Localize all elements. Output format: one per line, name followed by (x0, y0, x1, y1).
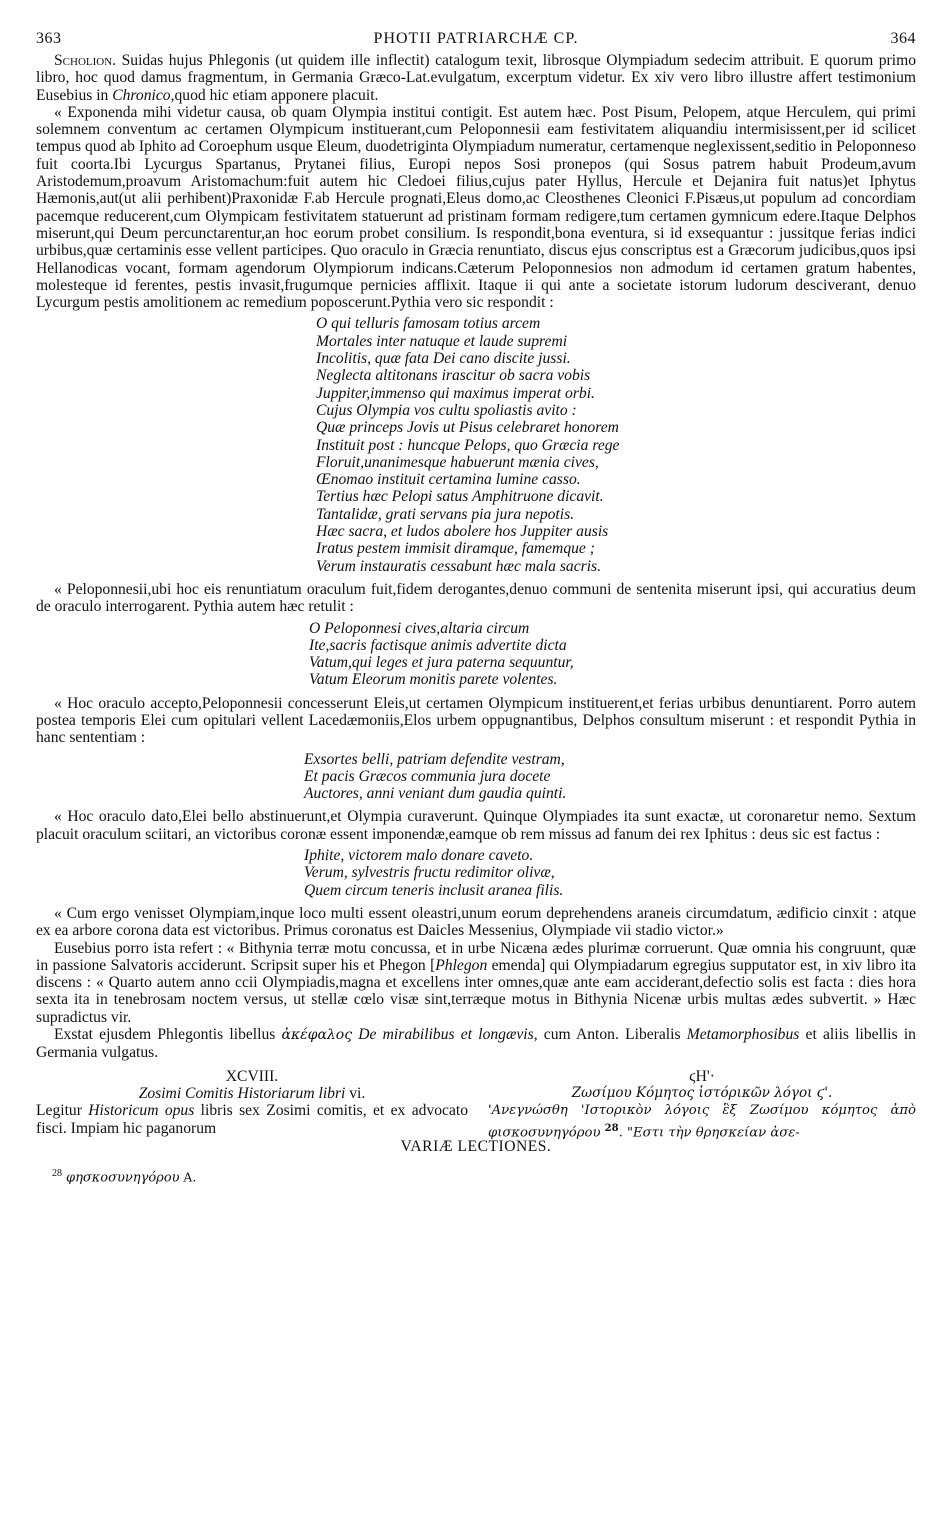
section-title-greek: Ζωσίμου Κόμητος ἱστόρικῶν λόγοι ϛ'. (571, 1084, 833, 1101)
verse-line: Hæc sacra, et ludos abolere hos Juppiter ausis (316, 523, 609, 541)
page-number-right: 364 (890, 30, 916, 47)
footnote (52, 1168, 916, 1186)
metamorphosibus-italic: Metamorphosibus (686, 1026, 800, 1044)
page-number-left: 363 (36, 30, 62, 47)
exstat-text-1: Exstat ejusdem Phlegontis libellus (54, 1026, 282, 1044)
verse-line: Iphite, victorem malo donare caveto. (304, 847, 534, 865)
section-number-greek: ϛΗ'· (689, 1067, 715, 1085)
section-title-latin: Zosimi Comitis Historiarum libri vi. (138, 1084, 366, 1102)
zosimus-section (36, 1068, 916, 1152)
latin-body: Legitur Historicum opus libris sex Zosimi comitis, et ex advocato fisci. Impiam hic paganorum (36, 1102, 469, 1137)
verse-line: Ite,sacris factisque animis advertite dicta (309, 636, 567, 654)
verse-line: Instituit post : huncque Pelops, quo Græcia rege (316, 436, 620, 454)
hoc-oraculo-accepto-paragraph: « Hoc oraculo accepto,Peloponnesii concesserunt Eleis,ut certamen Olympicum instituerent,et ferias urbibus denuntiarent. Porro autem postea temporis Elei cum opitulari vellent Lacedæmoniis,Elos urbem oppugnantibus, Delphos consultum miserunt : et respondit Pythia in hanc sententiam : (36, 694, 916, 747)
phlegon-italic: Phlegon (435, 956, 488, 974)
verse-line: Quæ princeps Jovis ut Pisus celebraret honorem (316, 419, 619, 437)
hoc-oraculo-dato-paragraph: « Hoc oraculo dato,Elei bello abstinuerunt,et Olympia curaverunt. Quinque Olympiades ita sunt exactæ, ut coronaretur nemo. Sextum placuit oraculum sciitari, an victoribus coronæ essent imponendæ,eamque ob rem missus ad fanum dei rex Iphitus : deus sic est factus : (36, 808, 916, 843)
scholion-label: Scholion. (54, 52, 117, 69)
verse-line: Tantalidæ, grati servans pia jura nepotis. (316, 505, 575, 523)
oracle-verse-2 (36, 620, 916, 689)
scholion-paragraph (36, 52, 916, 104)
exstat-text-3: et aliis libellis in Germania vulgatus. (36, 1026, 916, 1062)
peloponnesii-paragraph: « Peloponnesii,ubi hoc eis renuntiatum oraculum fuit,fidem derogantes,denuo communi de sentenita miserunt ipsi, qui accuratius deum de oraculo interrogarent. Pythia autem hæc retulit : (36, 580, 916, 616)
verse-line: Incolitis, quæ fata Dei cano discite jussi. (316, 350, 571, 368)
verse-line: Quem circum teneris inclusit aranea filis. (304, 881, 564, 899)
exponenda-paragraph: « Exponenda mihi videtur causa, ob quam Olympia institui contigit. Est autem hæc. Post Pisum, Pelopem, atque Herculem, qui primi solemnem conventum ac certamen Olympicum instituerant,cum Peloponnesii eam festivitatem aliquandiu intermisissent,per id scilicet tempus quod ab Iphito ad Coroephum usque Eleum, duodetriginta Olympiadum numeratur, certamenque neglexissent,seditio in Peloponneso fuit coorta.Ibi Lycurgus Spartanus, Prytanei filius, Europi nepos Sosi pronepos (qui Sosus patrem habuit Prodeum,avum Aristodemum,proavum Aristomachum:fuit autem hic Cledoei filius,cujus pater Hyllus, Hercule et Dejanira fuit natus)et Iphytus Hæmonis,aut(ut alii perhibent)Praxonidæ F.ab Hercule prognati,Eleus domo,ac Cleosthenes Cleonici F.Pisæus,ut populum ad concordiam pacemque reducerent,cum Olympicam festivitatem statuerunt ad pristinam formam redigere,tum certamen gymnicum edere.Itaque Delphos miserunt,qui Deum percunctarentur,an hoc eorum probet consilium. Is respondit,bona eventura, si id exsequantur : jussitque ferias indici urbibus,quæ certaminis esse vellent participes. Quo oraculo in Græcia renuntiato, discus ejus conscriptus est a Græcorum judicibus,quos ipsi Hellanodicas vocant, formam agendorum Olympiorum indicans.Cæterum Peloponnesios non admodum id certamen gratum habentes, molesteque id ferentes, pestis invasit,frugumque pernicies afflixit. Itaque ii qui ante a societate istorum ludorum desciverant, denuo Lycurgum pestis amolitionem ac remedium poposcerunt.Pythia vero sic respondit : (36, 103, 916, 312)
cum-ergo-paragraph: « Cum ergo venisset Olympiam,inque loco multi essent oleastri,unum eorum deprehendens araneis circumdatum, ædificio cinxit : atque ex ea arbore corona data est victoribus. Primus coronatus est Daicles Messenius, Olympiade vii stadio victor.» (36, 904, 916, 940)
verse-line: Exsortes belli, patriam defendite vestram, (304, 750, 565, 768)
eusebius-text-1: Eusebius porro ista refert : « Bithynia terræ motu concussa, et in urbe Nicæna ædes plurimæ corruerunt. Quæ omnia his congruunt, quæ in passione Salvatoris acciderunt. Scripsit super his et Phegon [ (36, 939, 916, 974)
scholion-text-2: ,quod hic etiam apponere placuit. (170, 86, 379, 104)
verse-line: Juppiter,immenso qui maximus imperat orbi. (316, 384, 595, 402)
eusebius-paragraph (36, 940, 916, 1026)
verse-line: Iratus pestem immisit diramque, famemque ; (316, 540, 595, 558)
verse-line: Auctores, anni veniant dum gaudia quinti. (304, 785, 567, 803)
variae-lectiones-heading: VARIÆ LECTIONES. (400, 1137, 552, 1155)
exstat-paragraph (36, 1026, 916, 1062)
exstat-text-2: , cum Anton. Liberalis (533, 1026, 687, 1044)
verse-line: Cujus Olympia vos cultu spoliastis avito : (316, 401, 577, 419)
verse-line: Verum instauratis cessabunt hæc mala sacris. (316, 557, 602, 575)
scholion-text-1: Suidas hujus Phlegonis (ut quidem ille inflectit) catalogum texit, librosque Olympiadum sedecim attribuit. E quorum primo libro, hoc quod damus fragmentum, in Germania Græco-Lat.evulgatum, excerptum videtur. Ex xiv vero libro illustre affert testimonium Eusebius in (36, 52, 916, 104)
chronico-italic: Chronico (112, 86, 171, 104)
verse-line: Verum, sylvestris fructu redimitor olivæ, (304, 864, 555, 882)
verse-line: Neglecta altitonans irascitur ob sacra vobis (316, 367, 591, 385)
footnote-number: 28 (52, 1167, 62, 1179)
verse-line: O Peloponnesi cives,altaria circum (309, 619, 530, 637)
eusebius-text-2: emenda] qui Olympiadarum egregius supputator est, in xiv libro ita discens : « Quarto autem anno ccii Olympiadis,magna et excellens inter omnes,quæ ante eam acciderant,defectio solis est facta : dies hora sexta ita in tenebrosam noctem versus, ut stellæ cœlo visæ sint,terræque motus in Bithynia Nicenæ urbis multas ædes subvertit. » Hæc supradictus vir. (36, 956, 916, 1026)
verse-line: Et pacis Græcos communia jura docete (304, 767, 551, 785)
oracle-verse-4 (36, 847, 916, 899)
akephalos-greek: ἀκέφαλος (281, 1027, 353, 1044)
verse-line: Vatum,qui leges et jura paterna sequuntur, (309, 654, 574, 672)
running-title: PHOTII PATRIARCHÆ CP. (373, 30, 579, 47)
footnote-ref: 28 (604, 1122, 619, 1134)
greek-body: 'Ανεγνώσθη 'Ιστορικὸν λόγοις ἓξ Ζωσίμου κόμητος ἀπὸ φισκοσυνηγόρου $^{28}$. "Εστι τὴν θρησκείαν ἀσε- (488, 1103, 916, 1140)
verse-line: Œnomao instituit certamina lumine casso. (316, 471, 581, 489)
verse-line: Floruit,unanimesque habuerunt mænia cives, (316, 453, 599, 471)
verse-line: Vatum Eleorum monitis parete volentes. (309, 671, 558, 689)
oracle-verse-3 (36, 751, 916, 803)
oracle-verse-1 (36, 315, 916, 574)
footnote-text: φησκοσυνηγόρου (66, 1170, 180, 1186)
verse-line: Mortales inter natuque et laude supremi (316, 332, 568, 350)
greek-column (488, 1068, 916, 1142)
verse-line: O qui telluris famosam totius arcem (316, 315, 541, 333)
footnote-tail: A. (179, 1169, 197, 1185)
latin-column (36, 1068, 468, 1137)
verse-line: Tertius hæc Pelopi satus Amphitruone dicavit. (316, 488, 604, 506)
mirabilibus-italic: De mirabilibus et longævis (352, 1026, 534, 1044)
page (36, 30, 916, 1185)
section-number-latin: XCVIII. (225, 1067, 279, 1085)
running-head (36, 30, 916, 52)
